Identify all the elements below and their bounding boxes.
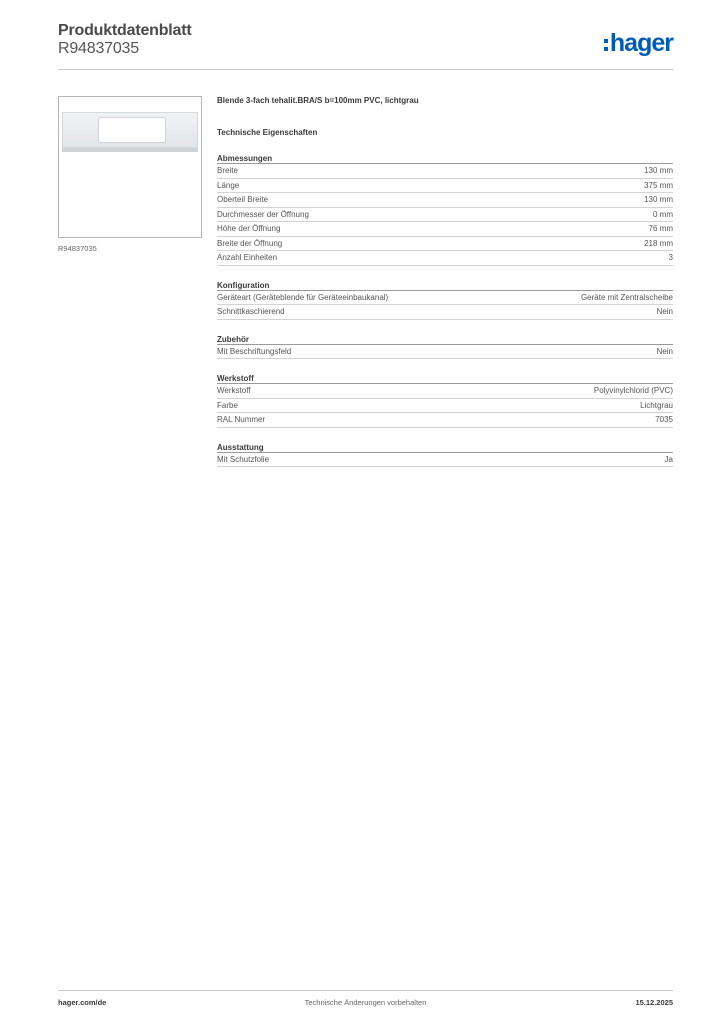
spec-value: 7035	[655, 415, 673, 424]
spec-group-title: Konfiguration	[217, 280, 673, 291]
footer-divider	[58, 990, 673, 991]
spec-value: Lichtgrau	[640, 400, 673, 410]
spec-row	[217, 413, 673, 428]
spec-group-title: Zubehör	[217, 334, 673, 345]
spec-row	[217, 399, 673, 414]
spec-value: Polyvinylchlorid (PVC)	[593, 386, 673, 395]
spec-value: Geräte mit Zentralscheibe	[580, 292, 673, 302]
spec-label: Geräteart (Geräteblende für Geräteeinbaukanal)	[217, 292, 389, 302]
spec-label: Anzahl Einheiten	[217, 253, 278, 262]
spec-value: Nein	[656, 307, 673, 316]
plate-opening	[98, 117, 166, 143]
spec-group	[217, 334, 673, 360]
footer-website: hager.com/de	[58, 998, 107, 1007]
spec-value: 375 mm	[644, 180, 673, 190]
specifications	[217, 96, 673, 467]
spec-row	[217, 384, 673, 399]
spec-label: Oberteil Breite	[217, 195, 269, 204]
spec-group	[217, 280, 673, 320]
header-divider	[58, 69, 673, 70]
hager-logo	[604, 28, 673, 58]
plate-edge	[62, 148, 198, 152]
spec-group-title: Abmessungen	[217, 153, 673, 164]
document-title: Produktdatenblatt	[58, 22, 192, 39]
product-description: Blende 3-fach tehalit.BRA/S b=100mm PVC, lichtgrau	[217, 96, 419, 105]
spec-label: Werkstoff	[217, 386, 251, 395]
spec-group	[217, 153, 673, 266]
spec-label: Mit Beschriftungsfeld	[217, 346, 292, 356]
spec-value: 218 mm	[644, 238, 673, 248]
spec-row	[217, 291, 673, 306]
spec-label: Mit Schutzfolie	[217, 454, 270, 464]
logo-dots-icon	[604, 39, 608, 51]
spec-label: Breite der Öffnung	[217, 238, 283, 248]
spec-row	[217, 237, 673, 252]
spec-row	[217, 208, 673, 223]
spec-value: 3	[668, 253, 673, 262]
spec-label: Höhe der Öffnung	[217, 224, 281, 233]
page-header	[58, 22, 673, 68]
spec-value: Ja	[664, 454, 673, 464]
spec-row	[217, 179, 673, 194]
footer-date: 15.12.2025	[635, 998, 673, 1007]
product-image	[58, 96, 202, 238]
spec-group-title: Ausstattung	[217, 442, 673, 453]
spec-group	[217, 442, 673, 468]
spec-value: 76 mm	[648, 224, 673, 233]
section-heading: Technische Eigenschaften	[217, 128, 318, 137]
spec-value: Nein	[656, 346, 673, 356]
spec-row	[217, 251, 673, 266]
spec-groups	[217, 153, 673, 467]
spec-row	[217, 305, 673, 320]
document-number: R94837035	[58, 40, 139, 57]
spec-group-title: Werkstoff	[217, 373, 673, 384]
spec-label: RAL Nummer	[217, 415, 266, 424]
spec-group	[217, 373, 673, 428]
spec-row	[217, 345, 673, 360]
cover-plate-picture	[62, 112, 198, 148]
image-caption: R94837035	[58, 244, 97, 253]
spec-row	[217, 193, 673, 208]
spec-label: Länge	[217, 180, 240, 190]
footer-note: Technische Änderungen vorbehalten	[304, 998, 427, 1007]
logo-text: hager	[609, 29, 673, 57]
spec-value: 130 mm	[644, 195, 673, 204]
spec-label: Schnittkaschierend	[217, 307, 285, 316]
spec-value: 0 mm	[653, 209, 673, 219]
spec-row	[217, 164, 673, 179]
page-footer	[58, 998, 673, 1010]
spec-value: 130 mm	[644, 166, 673, 175]
spec-row	[217, 453, 673, 468]
spec-label: Durchmesser der Öffnung	[217, 209, 309, 219]
spec-label: Farbe	[217, 400, 238, 410]
spec-label: Breite	[217, 166, 238, 175]
spec-row	[217, 222, 673, 237]
